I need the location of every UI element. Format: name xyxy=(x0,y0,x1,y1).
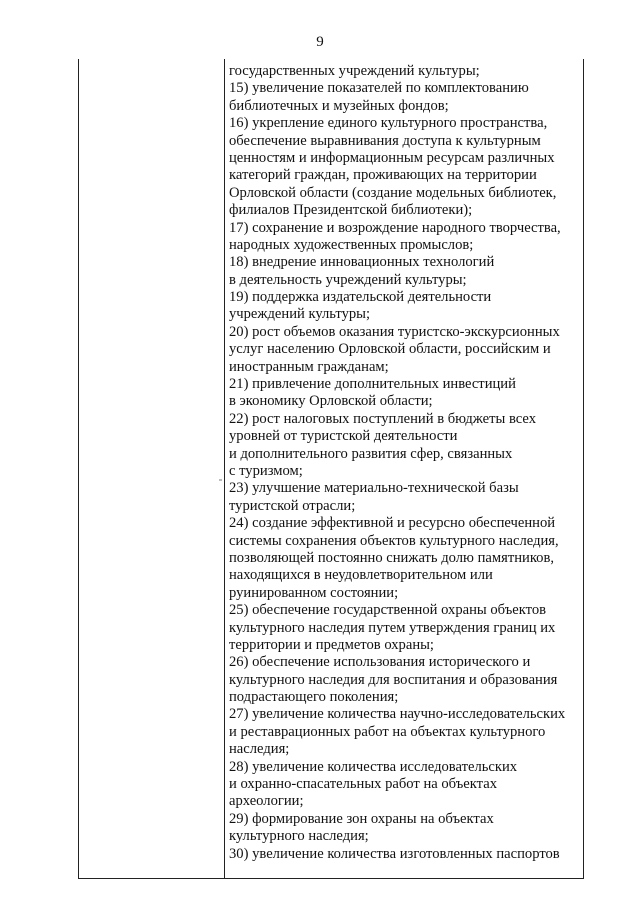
text-line: культурного наследия для воспитания и образования xyxy=(229,671,558,688)
text-line: территории и предметов охраны; xyxy=(229,636,434,653)
text-line: Орловской области (создание модельных библиотек, xyxy=(229,184,557,201)
text-line: уровней от туристской деятельности xyxy=(229,428,458,445)
text-line: культурного наследия; xyxy=(229,828,369,845)
text-line: позволяющей постоянно снижать долю памятников, xyxy=(229,549,555,566)
text-line: учреждений культуры; xyxy=(229,306,371,323)
text-line: и дополнительного развития сфер, связанных xyxy=(229,445,513,462)
text-line: руинированном состоянии; xyxy=(229,584,399,601)
text-line: услуг населению Орловской области, российским и xyxy=(229,341,551,358)
text-line: в экономику Орловской области; xyxy=(229,393,433,410)
text-line: наследия; xyxy=(229,741,290,758)
text-line: 20) рост объемов оказания туристско-экскурсионных xyxy=(229,323,560,340)
text-line: иностранным гражданам; xyxy=(229,358,389,375)
text-line: и реставрационных работ на объектах культурного xyxy=(229,723,546,740)
text-line: с туризмом; xyxy=(229,462,303,479)
document-table xyxy=(78,59,584,879)
table-cell-text xyxy=(229,63,581,863)
text-line: библиотечных и музейных фондов; xyxy=(229,97,449,114)
text-line: археологии; xyxy=(229,793,304,810)
text-line: 26) обеспечение использования исторического и xyxy=(229,654,531,671)
text-line: 28) увеличение количества исследовательских xyxy=(229,758,518,775)
text-line: туристской отрасли; xyxy=(229,497,356,514)
text-line: 24) создание эффективной и ресурсно обеспеченной xyxy=(229,515,556,532)
scan-mark xyxy=(219,479,222,481)
text-line: и охранно-спасательных работ на объектах xyxy=(229,776,497,793)
page-number: 9 xyxy=(316,34,324,50)
text-line: 22) рост налоговых поступлений в бюджеты всех xyxy=(229,410,536,427)
text-line: 29) формирование зон охраны на объектах xyxy=(229,810,494,827)
text-line: филиалов Президентской библиотеки); xyxy=(229,202,473,219)
text-line: 30) увеличение количества изготовленных паспортов xyxy=(229,845,560,862)
text-line: 18) внедрение инновационных технологий xyxy=(229,254,495,271)
text-line: государственных учреждений культуры; xyxy=(229,63,480,79)
text-line: 17) сохранение и возрождение народного творчества, xyxy=(229,219,561,236)
text-line: подрастающего поколения; xyxy=(229,689,399,706)
text-line: ценностям и информационным ресурсам различных xyxy=(229,149,555,166)
text-line: системы сохранения объектов культурного наследия, xyxy=(229,532,559,549)
text-line: 23) улучшение материально-технической базы xyxy=(229,480,519,497)
text-line: 19) поддержка издательской деятельности xyxy=(229,289,492,306)
text-line: 25) обеспечение государственной охраны объектов xyxy=(229,602,547,619)
text-line: 15) увеличение показателей по комплектованию xyxy=(229,80,529,97)
column-divider xyxy=(224,59,225,878)
text-line: категорий граждан, проживающих на территории xyxy=(229,167,537,184)
text-line: культурного наследия путем утверждения границ их xyxy=(229,619,556,636)
text-line: обеспечение выравнивания доступа к культурным xyxy=(229,132,541,149)
text-line: народных художественных промыслов; xyxy=(229,236,474,253)
text-line: 16) укрепление единого культурного пространства, xyxy=(229,115,548,132)
text-line: в деятельность учреждений культуры; xyxy=(229,271,467,288)
text-line: 21) привлечение дополнительных инвестиций xyxy=(229,376,516,393)
text-line: находящихся в неудовлетворительном или xyxy=(229,567,493,584)
text-line: 27) увеличение количества научно-исследовательских xyxy=(229,706,566,723)
